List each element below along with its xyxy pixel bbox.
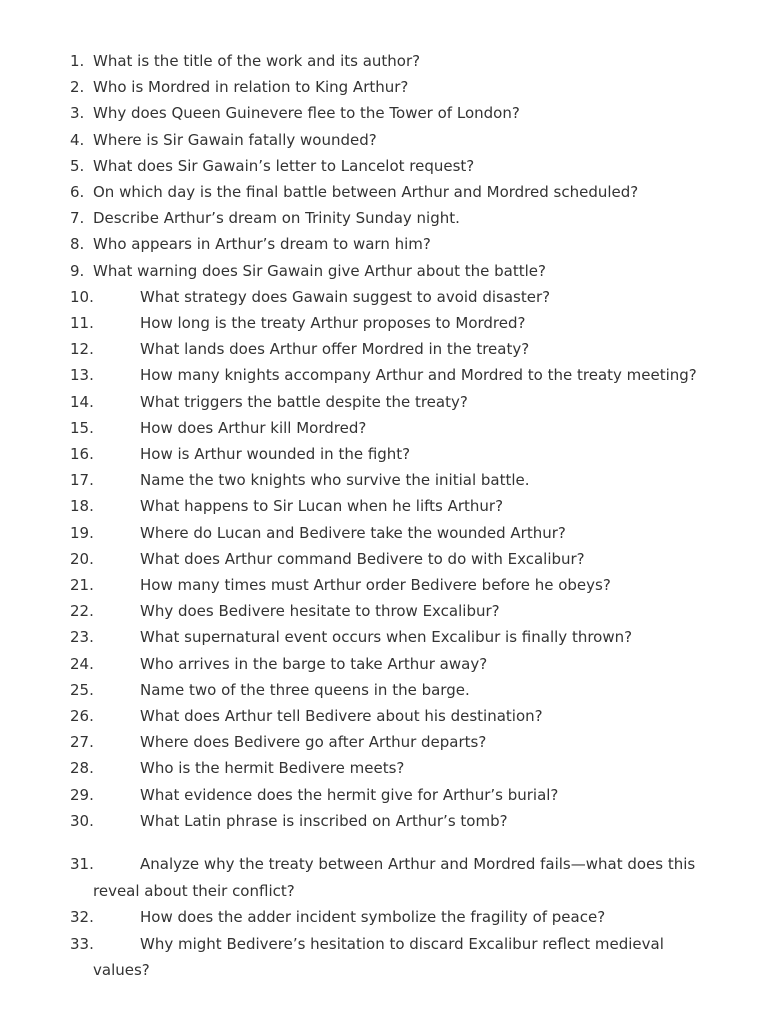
item-text: What supernatural event occurs when Excalibur is finally thrown?: [140, 628, 633, 647]
list-item: [0, 651, 768, 677]
list-item: [0, 677, 768, 703]
item-text: Who arrives in the barge to take Arthur away?: [140, 654, 488, 673]
item-number: 33.: [70, 934, 94, 953]
item-text: How many times must Arthur order Bedivere before he obeys?: [140, 576, 611, 595]
item-text: Where does Bedivere go after Arthur departs?: [140, 733, 487, 752]
item-text: On which day is the final battle between Arthur and Mordred scheduled?: [93, 183, 639, 202]
list-item: [0, 808, 768, 834]
list-item: [0, 624, 768, 650]
item-text: Who is the hermit Bedivere meets?: [140, 759, 405, 778]
item-number: 5.: [70, 156, 85, 175]
list-item: [0, 48, 768, 74]
list-item: [0, 729, 768, 755]
list-item: [0, 310, 768, 336]
list-item: [0, 127, 768, 153]
list-item: [0, 904, 768, 931]
list-item: [0, 74, 768, 100]
list-item: [0, 851, 768, 904]
item-number: 20.: [70, 549, 94, 568]
item-number: 2.: [70, 78, 85, 97]
item-number: 8.: [70, 235, 85, 254]
item-text: What triggers the battle despite the treaty?: [140, 392, 468, 411]
list-item: [0, 389, 768, 415]
item-number: 24.: [70, 654, 94, 673]
list-item: [0, 782, 768, 808]
list-item: [0, 572, 768, 598]
list-item: [0, 493, 768, 519]
item-text: How long is the treaty Arthur proposes to Mordred?: [140, 314, 526, 333]
list-item: [0, 467, 768, 493]
item-text: Why does Queen Guinevere flee to the Tower of London?: [93, 104, 520, 123]
list-item: [0, 362, 768, 388]
list-item: [0, 258, 768, 284]
item-number: 29.: [70, 785, 94, 804]
list-item: [0, 284, 768, 310]
list-item: [0, 336, 768, 362]
item-text: What warning does Sir Gawain give Arthur about the battle?: [93, 261, 546, 280]
item-number: 4.: [70, 130, 85, 149]
item-text: What does Arthur tell Bedivere about his destination?: [140, 707, 543, 726]
item-number: 12.: [70, 340, 94, 359]
list-item: [0, 415, 768, 441]
item-text: What Latin phrase is inscribed on Arthur’s tomb?: [140, 811, 508, 830]
list-item: [0, 205, 768, 231]
item-text: What evidence does the hermit give for Arthur’s burial?: [140, 785, 559, 804]
item-number: 32.: [70, 908, 94, 927]
section-gap: [0, 834, 768, 851]
list-item: [0, 931, 768, 984]
item-number: 3.: [70, 104, 85, 123]
list-item: [0, 441, 768, 467]
item-text: Why does Bedivere hesitate to throw Excalibur?: [140, 602, 500, 621]
item-text: How does Arthur kill Mordred?: [140, 418, 367, 437]
item-text: What happens to Sir Lucan when he lifts Arthur?: [140, 497, 504, 516]
item-number: 16.: [70, 445, 94, 464]
list-item: [0, 153, 768, 179]
item-text: What lands does Arthur offer Mordred in the treaty?: [140, 340, 530, 359]
item-text: What does Sir Gawain’s letter to Lancelot request?: [93, 156, 475, 175]
item-number: 9.: [70, 261, 85, 280]
item-number: 19.: [70, 523, 94, 542]
item-text: What strategy does Gawain suggest to avoid disaster?: [140, 287, 551, 306]
item-text: Name two of the three queens in the barge.: [140, 680, 470, 699]
item-text: Why might Bedivere’s hesitation to discard Excalibur reflect medieval values?: [93, 934, 664, 980]
item-number: 23.: [70, 628, 94, 647]
item-number: 28.: [70, 759, 94, 778]
item-text: Who appears in Arthur’s dream to warn him?: [93, 235, 431, 254]
item-number: 26.: [70, 707, 94, 726]
item-number: 13.: [70, 366, 94, 385]
item-number: 10.: [70, 287, 94, 306]
item-number: 15.: [70, 418, 94, 437]
item-number: 31.: [70, 855, 94, 874]
item-number: 22.: [70, 602, 94, 621]
item-number: 7.: [70, 209, 85, 228]
item-text: How is Arthur wounded in the fight?: [140, 445, 411, 464]
list-item: [0, 179, 768, 205]
question-list: [0, 48, 768, 984]
item-number: 27.: [70, 733, 94, 752]
item-number: 18.: [70, 497, 94, 516]
item-number: 21.: [70, 576, 94, 595]
list-item: [0, 100, 768, 126]
item-text: How many knights accompany Arthur and Mordred to the treaty meeting?: [140, 366, 697, 385]
item-text: What is the title of the work and its author?: [93, 52, 421, 70]
item-text: Who is Mordred in relation to King Arthur?: [93, 78, 409, 97]
item-number: 1.: [70, 52, 85, 70]
item-number: 11.: [70, 314, 94, 333]
item-text: Analyze why the treaty between Arthur and Mordred fails—what does this reveal about their conflict?: [93, 855, 696, 900]
list-item: [0, 598, 768, 624]
item-number: 30.: [70, 811, 94, 830]
item-text: Where is Sir Gawain fatally wounded?: [93, 130, 377, 149]
item-number: 14.: [70, 392, 94, 411]
item-text: Describe Arthur’s dream on Trinity Sunday night.: [93, 209, 460, 228]
item-text: How does the adder incident symbolize the fragility of peace?: [140, 908, 606, 927]
item-text: What does Arthur command Bedivere to do with Excalibur?: [140, 549, 585, 568]
list-item: [0, 546, 768, 572]
list-item: [0, 231, 768, 257]
list-item: [0, 703, 768, 729]
item-number: 17.: [70, 471, 94, 490]
item-number: 25.: [70, 680, 94, 699]
item-number: 6.: [70, 183, 85, 202]
list-item: [0, 755, 768, 781]
item-text: Name the two knights who survive the initial battle.: [140, 471, 530, 490]
item-text: Where do Lucan and Bedivere take the wounded Arthur?: [140, 523, 566, 542]
list-item: [0, 520, 768, 546]
